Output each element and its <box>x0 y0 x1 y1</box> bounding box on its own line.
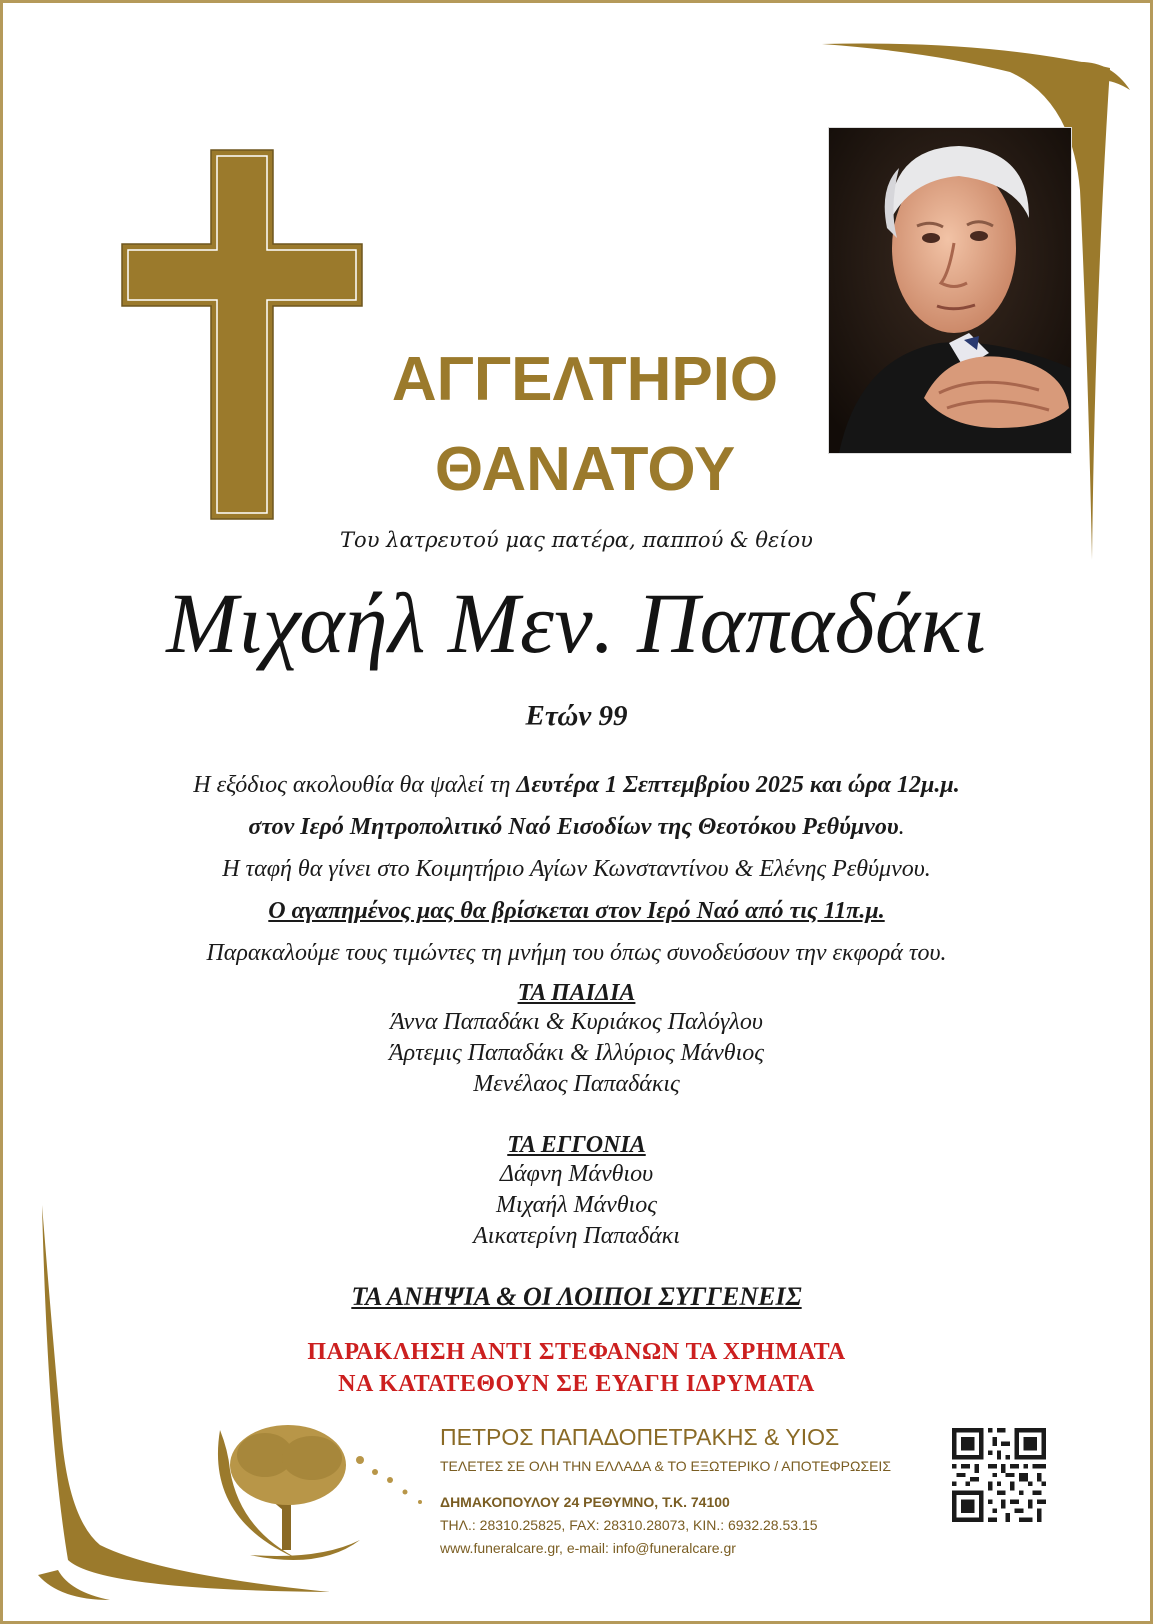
company-address: ΔΗΜΑΚΟΠΟΥΛΟΥ 24 ΡΕΘΥΜΝΟ, Τ.Κ. 74100 <box>440 1494 730 1510</box>
donation-request <box>0 1336 1153 1400</box>
request-line-1: ΠΑΡΑΚΛΗΣΗ ΑΝΤΙ ΣΤΕΦΑΝΩΝ ΤΑ ΧΡΗΜΑΤΑ <box>307 1339 846 1365</box>
service-line-3: Η ταφή θα γίνει στο Κοιμητήριο Αγίων Κωνσταντίνου & Ελένης Ρεθύμνου. <box>222 856 931 882</box>
relatives-line: ΤΑ ΑΝΗΨΙΑ & ΟΙ ΛΟΙΠΟΙ ΣΥΓΓΕΝΕΙΣ <box>351 1282 802 1311</box>
list-item: Άννα Παπαδάκι & Κυριάκος Παλόγλου <box>390 1009 763 1035</box>
list-item: Άρτεμις Παπαδάκι & Ιλλύριος Μάνθιος <box>389 1040 764 1066</box>
service-line-5: Παρακαλούμε τους τιμώντες τη μνήμη του όπως συνοδεύσουν την εκφορά του. <box>206 940 947 966</box>
list-item: Δάφνη Μάνθιου <box>499 1161 654 1187</box>
company-phones: ΤΗΛ.: 28310.25825, FAX: 28310.28073, ΚΙΝ.: 6932.28.53.15 <box>440 1517 818 1533</box>
grandchildren-section <box>0 1132 1153 1252</box>
list-item: Μιχαήλ Μάνθιος <box>495 1192 658 1218</box>
tree-logo-icon <box>210 1410 430 1565</box>
portrait-photo <box>828 127 1072 454</box>
list-item: Μενέλαος Παπαδάκις <box>473 1071 680 1097</box>
list-item: Αικατερίνη Παπαδάκι <box>473 1223 680 1249</box>
service-line-1: Η εξόδιος ακολουθία θα ψαλεί τη Δευτέρα 1 Σεπτεμβρίου 2025 και ώρα 12μ.μ. <box>193 772 960 798</box>
deceased-age: Ετών 99 <box>525 700 628 732</box>
deceased-name: Μιχαήλ Μεν. Παπαδάκι <box>166 575 987 671</box>
company-name: ΠΕΤΡΟΣ ΠΑΠΑΔΟΠΕΤΡΑΚΗΣ & ΥΙΟΣ <box>440 1424 840 1450</box>
children-heading: ΤΑ ΠΑΙΔΙΑ <box>517 980 636 1006</box>
children-section <box>0 980 1153 1100</box>
qr-code-icon[interactable] <box>952 1428 1046 1522</box>
company-website: www.funeralcare.gr, e-mail: info@funeralcare.gr <box>440 1540 736 1556</box>
grandchildren-heading: ΤΑ ΕΓΓΟΝΙΑ <box>507 1132 646 1158</box>
company-subtitle: ΤΕΛΕΤΕΣ ΣΕ ΟΛΗ ΤΗΝ ΕΛΛΑΔΑ & ΤΟ ΕΞΩΤΕΡΙΚΟ / ΑΠΟΤΕΦΡΩΣΕΙΣ <box>440 1458 891 1474</box>
announcement-title <box>330 335 840 515</box>
intro-line: Του λατρευτού μας πατέρα, παππού & θείου <box>340 528 813 552</box>
request-line-2: ΝΑ ΚΑΤΑΤΕΘΟΥΝ ΣΕ ΕΥΑΓΗ ΙΔΡΥΜΑΤΑ <box>338 1371 815 1397</box>
service-line-2: στον Ιερό Μητροπολιτικό Ναό Εισοδίων της Θεοτόκου Ρεθύμνου. <box>248 814 905 840</box>
title-line-2: ΘΑΝΑΤΟΥ <box>434 435 736 504</box>
service-line-4: Ο αγαπημένος μας θα βρίσκεται στον Ιερό Ναό από τις 11π.μ. <box>268 898 885 924</box>
title-line-1: ΑΓΓΕΛΤΗΡΙΟ <box>391 345 779 414</box>
service-details <box>0 764 1153 974</box>
